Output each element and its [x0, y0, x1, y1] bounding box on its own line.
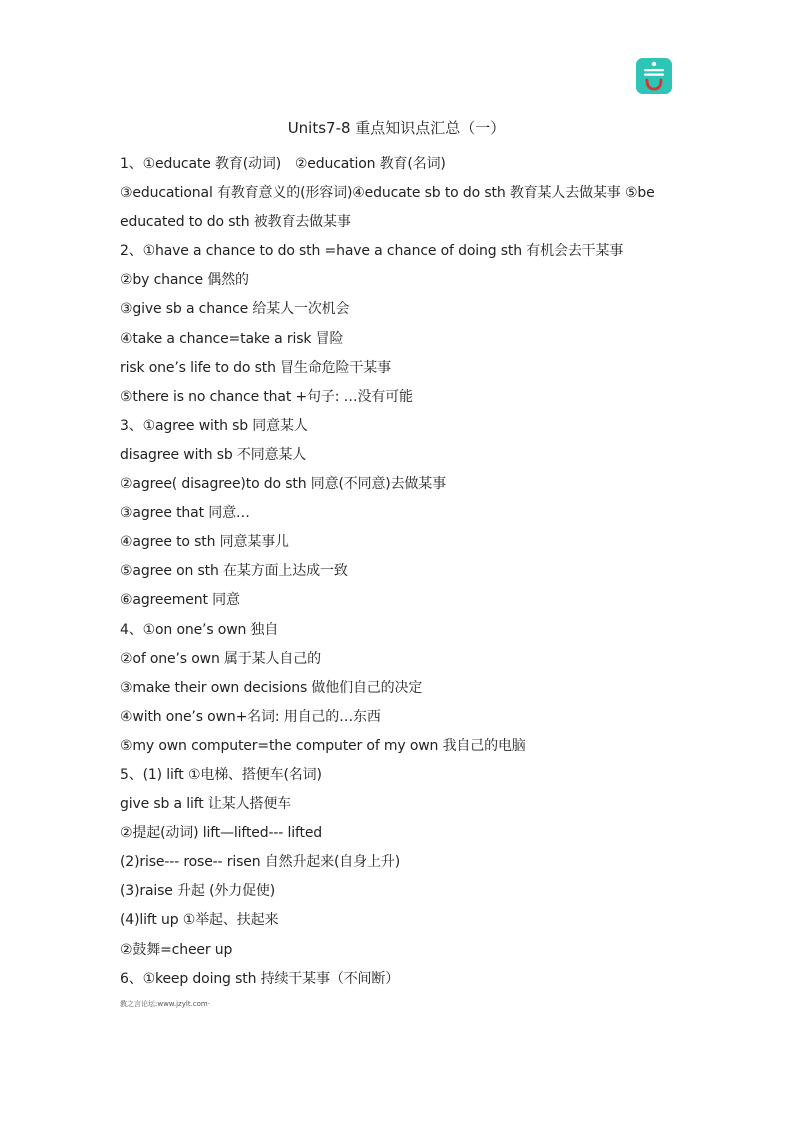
text-line: ③make their own decisions 做他们自己的决定 — [120, 679, 423, 696]
text-line: ③educational 有教育意义的(形容词)④educate sb to do sth 教育某人去做某事 ⑤be — [120, 185, 655, 202]
text-line: 6、①keep doing sth 持续干某事（不间断） — [120, 970, 400, 987]
text-line: 3、①agree with sb 同意某人 — [120, 417, 308, 434]
logo-mark-icon — [636, 58, 672, 94]
text-line: educated to do sth 被教育去做某事 — [120, 214, 351, 231]
text-line: 2、①have a chance to do sth =have a chance of doing sth 有机会去干某事 — [120, 243, 624, 260]
text-line: 4、①on one’s own 独自 — [120, 621, 279, 638]
text-line: disagree with sb 不同意某人 — [120, 446, 307, 463]
text-line: ⑤there is no chance that +句子: …没有可能 — [120, 388, 413, 405]
text-line: ⑥agreement 同意 — [120, 592, 240, 609]
text-line: ③give sb a chance 给某人一次机会 — [120, 301, 350, 318]
text-line: ②by chance 偶然的 — [120, 272, 249, 289]
text-line: ②of one’s own 属于某人自己的 — [120, 650, 321, 667]
text-line: ②agree( disagree)to do sth 同意(不同意)去做某事 — [120, 476, 447, 493]
text-line: ②提起(动词) lift—lifted--- lifted — [120, 825, 323, 842]
text-line: ⑤agree on sth 在某方面上达成一致 — [120, 563, 348, 580]
site-logo — [636, 58, 672, 94]
text-line: ④with one’s own+名词: 用自己的…东西 — [120, 708, 381, 725]
text-line: ③agree that 同意… — [120, 505, 250, 522]
text-line: ④agree to sth 同意某事儿 — [120, 534, 289, 551]
text-line: 1、①educate 教育(动词) ②education 教育(名词) — [120, 156, 446, 172]
text-line: (2)rise--- rose-- risen 自然升起来(自身上升) — [120, 854, 401, 871]
text-line: ②鼓舞=cheer up — [120, 941, 233, 958]
page-footer: 教之言论坛:www.jzylt.com· — [120, 1000, 210, 1008]
text-line: give sb a lift 让某人搭便车 — [120, 796, 292, 813]
text-line: ⑤my own computer=the computer of my own 我自己的电脑 — [120, 737, 526, 754]
text-line: (3)raise 升起 (外力促使) — [120, 883, 276, 900]
text-line: 5、(1) lift ①电梯、搭便车(名词) — [120, 766, 322, 783]
text-line: ④take a chance=take a risk 冒险 — [120, 330, 344, 347]
text-line: risk one’s life to do sth 冒生命危险干某事 — [120, 359, 391, 376]
page-title: Units7-8 重点知识点汇总（一） — [287, 119, 506, 137]
text-line: (4)lift up ①举起、扶起来 — [120, 912, 279, 929]
notes-body — [120, 153, 680, 997]
